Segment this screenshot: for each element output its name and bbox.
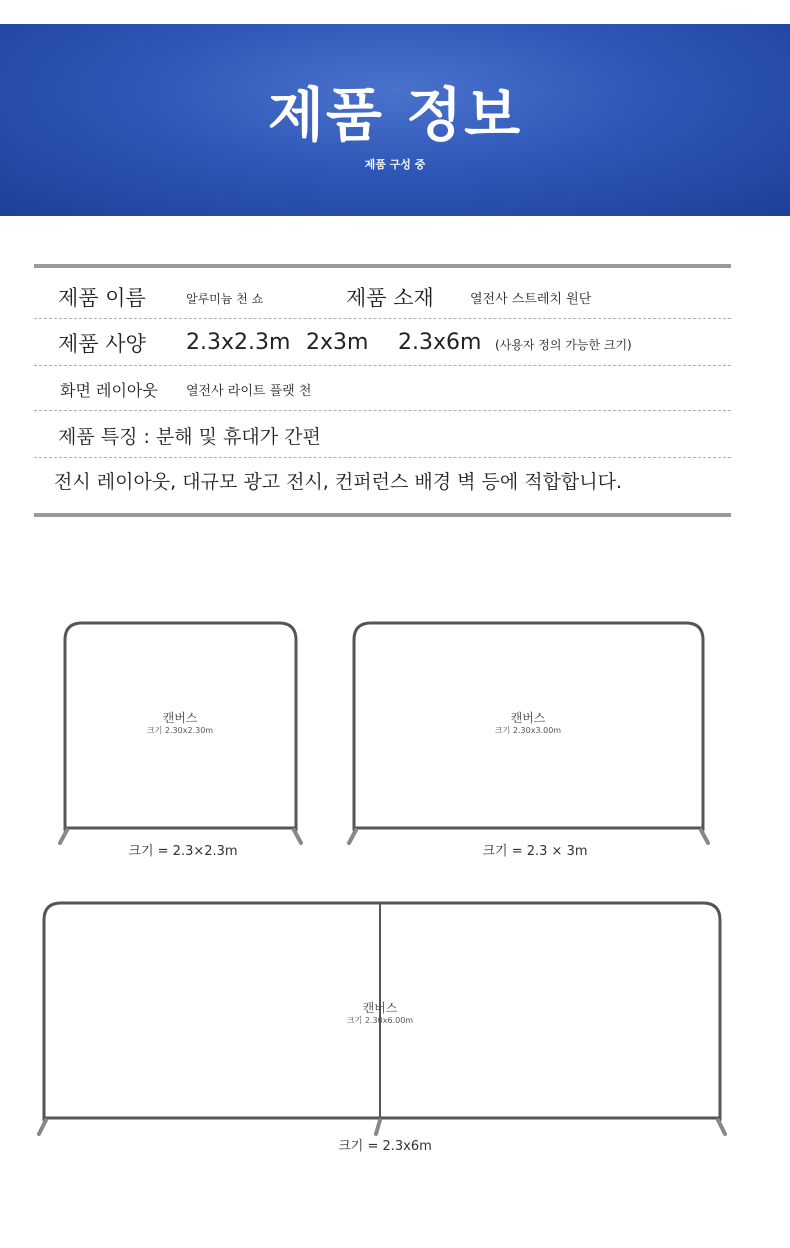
canvas-size-3: 크기 2.30x6.00m [346,1016,414,1025]
page-title: 제품 정보 [267,81,523,149]
label-product-material: 제품 소재 [346,286,434,310]
canvas-size-2: 크기 2.30x3.00m [494,726,562,735]
spec-size-2: 2x3m [306,330,369,355]
canvas-label-2: 캔버스 [510,711,546,725]
frame-caption-1: 크기 = 2.3×2.3m [128,844,238,859]
label-screen-layout: 화면 레이아웃 [60,381,158,400]
product-usage: 전시 레이아웃, 대규모 광고 전시, 컨퍼런스 배경 벽 등에 적합합니다. [54,471,623,493]
canvas-label-3: 캔버스 [362,1001,398,1015]
canvas-label-1: 캔버스 [162,711,198,725]
spec-size-note: (사용자 정의 가능한 크기) [495,338,632,352]
spec-size-3: 2.3x6m [398,330,482,355]
page-subtitle: 제품 구성 중 [364,158,426,171]
canvas-size-1: 크기 2.30x2.30m [146,726,214,735]
frame-caption-2: 크기 = 2.3 × 3m [482,844,588,859]
frame-caption-3: 크기 = 2.3x6m [338,1139,432,1154]
value-product-name: 알루미늄 천 쇼 [186,292,264,306]
value-screen-layout: 열전사 라이트 플랫 천 [186,384,312,399]
spec-size-1: 2.3x2.3m [186,330,291,355]
label-product-spec: 제품 사양 [58,332,146,356]
product-features: 제품 특징 : 분해 및 휴대가 간편 [58,426,321,448]
value-product-material: 열전사 스트레치 원단 [470,292,592,307]
label-product-name: 제품 이름 [58,286,146,310]
